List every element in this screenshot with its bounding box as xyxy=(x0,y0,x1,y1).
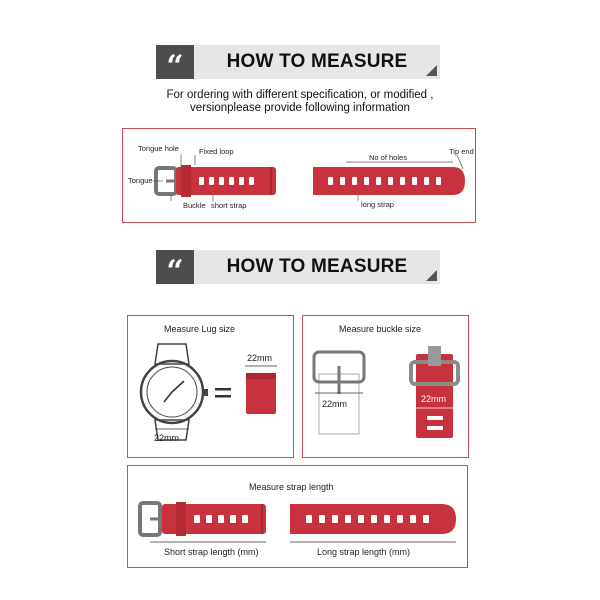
lug-size-panel xyxy=(127,315,294,458)
quote-icon: “ xyxy=(156,250,194,284)
strap-parts-diagram xyxy=(122,128,476,223)
lug-strap-width-label: 22mm xyxy=(247,353,273,363)
buckle-size-panel xyxy=(302,315,469,458)
how-to-measure-banner xyxy=(156,45,440,84)
quote-icon: “ xyxy=(156,45,194,79)
strap-length-panel xyxy=(127,465,468,568)
label-tip-end: Tip end xyxy=(449,147,474,156)
intro-line-1: For ordering with different specification, or modified , xyxy=(166,89,434,101)
buckle-width-label: 22mm xyxy=(322,399,348,409)
long-strap-length-label: Long strap length (mm) xyxy=(317,547,411,557)
label-long-strap: long strap xyxy=(361,200,394,209)
label-fixed-loop: Fixed loop xyxy=(199,147,234,156)
buckle-strap-width-label: 22mm xyxy=(421,394,447,404)
banner-title: HOW TO MEASURE xyxy=(226,256,408,277)
fixed-loop-icon xyxy=(181,165,191,197)
intro-line-2: versionplease provide following information xyxy=(190,102,410,114)
corner-triangle-icon xyxy=(426,65,437,76)
corner-triangle-icon xyxy=(426,270,437,281)
lug-strap-icon xyxy=(246,373,276,414)
banner-title: HOW TO MEASURE xyxy=(226,51,408,72)
label-tongue: Tongue xyxy=(128,176,153,185)
buckle-panel-title: Measure buckle size xyxy=(339,324,422,334)
label-short-strap: short strap xyxy=(211,201,247,210)
lug-case-width-label: 22mm xyxy=(154,433,180,443)
how-to-measure-banner-2 xyxy=(156,250,440,289)
lug-panel-title: Measure Lug size xyxy=(164,324,236,334)
label-no-of-holes: No of holes xyxy=(369,153,407,162)
short-strap-length-label: Short strap length (mm) xyxy=(164,547,259,557)
label-tongue-hole: Tongue hole xyxy=(138,144,179,153)
buckle-illustration xyxy=(303,316,470,459)
label-buckle: Buckle xyxy=(183,201,206,210)
length-panel-title: Measure strap length xyxy=(249,482,334,492)
